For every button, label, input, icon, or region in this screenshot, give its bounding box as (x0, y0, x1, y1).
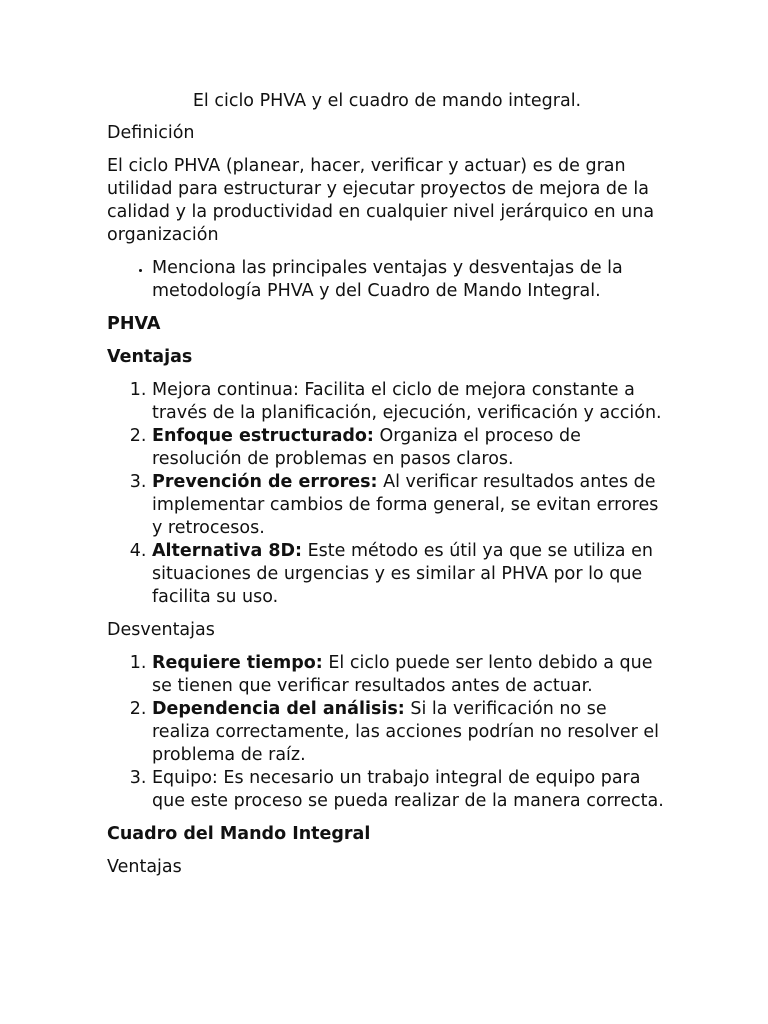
cmi-ventajas-label: Ventajas (107, 857, 182, 877)
list-item (152, 652, 667, 698)
list-item (152, 471, 667, 540)
bullet-list (107, 257, 667, 303)
item-bold: Enfoque estructurado: (152, 426, 374, 446)
phva-heading: PHVA (107, 314, 161, 334)
item-text: Al verificar resultados antes de implementar cambios de forma general, se evitan errores y retrocesos. (152, 472, 659, 538)
ventajas-heading: Ventajas (107, 347, 193, 367)
document-page (107, 90, 667, 889)
item-bold: Prevención de errores: (152, 472, 378, 492)
item-text: Si la verificación no se realiza correctamente, las acciones podrían no resolver el problema de raíz. (152, 699, 659, 765)
item-text: Organiza el proceso de resolución de problemas en pasos claros. (152, 426, 581, 469)
item-text: Mejora continua: Facilita el ciclo de mejora constante a través de la planificación, ejecución, verificación y acción. (152, 380, 662, 423)
list-item (152, 540, 667, 609)
item-bold: Requiere tiempo: (152, 653, 323, 673)
desventajas-label: Desventajas (107, 620, 215, 640)
ventajas-list (107, 379, 667, 609)
list-item (152, 698, 667, 767)
item-bold: Alternativa 8D: (152, 541, 303, 561)
document-title: El ciclo PHVA y el cuadro de mando integral. (192, 91, 582, 111)
item-bold: Dependencia del análisis: (152, 699, 405, 719)
list-item (152, 767, 667, 813)
cmi-heading: Cuadro del Mando Integral (107, 824, 371, 844)
definition-label: Definición (107, 123, 195, 143)
item-text: Equipo: Es necesario un trabajo integral de equipo para que este proceso se pueda realizar de la manera correcta. (152, 768, 664, 811)
bullet-item: • Menciona las principales ventajas y desventajas de la metodología PHVA y del Cuadro de Mando Integral. (152, 257, 667, 303)
list-item (152, 379, 667, 425)
desventajas-list (107, 652, 667, 813)
item-text: Este método es útil ya que se utiliza en situaciones de urgencias y es similar al PHVA por lo que facilita su uso. (152, 541, 653, 607)
list-item (152, 425, 667, 471)
item-text: El ciclo puede ser lento debido a que se tienen que verificar resultados antes de actuar. (152, 653, 653, 696)
definition-text: El ciclo PHVA (planear, hacer, verificar y actuar) es de gran utilidad para estructurar y ejecutar proyectos de mejora de la calidad y la productividad en cualquier nivel jerárquico en una organización (107, 156, 655, 245)
